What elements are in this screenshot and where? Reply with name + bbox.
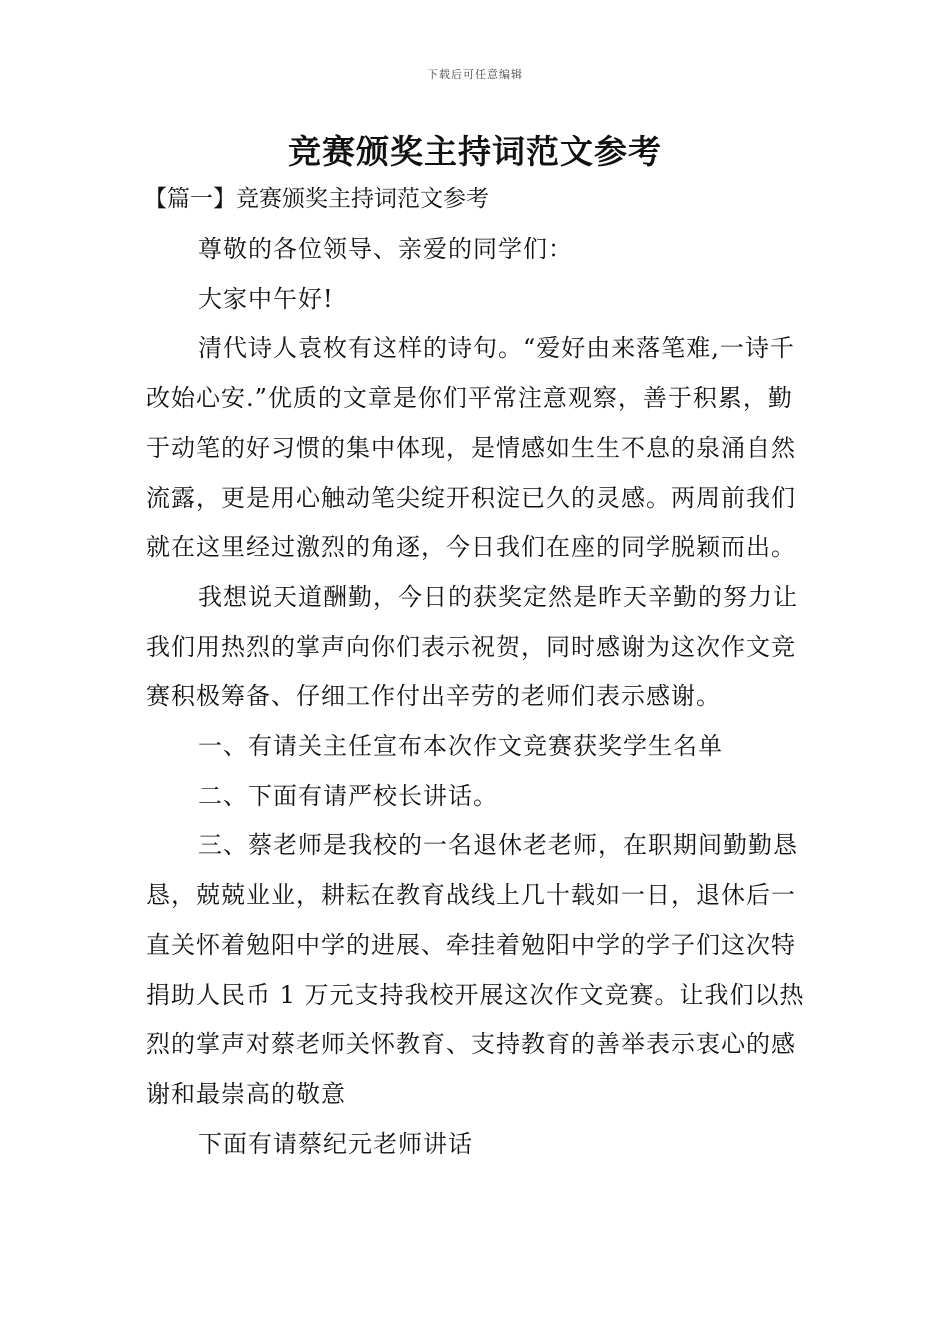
document-title: 竞赛颁奖主持词范文参考 xyxy=(288,132,662,171)
paragraph-poem-intro: 清代诗人袁枚有这样的诗句。“爱好由来落笔难,一诗千改始心安.”优质的文章是你们平常注意观察，善于积累，勤于动笔的好习惯的集中体现，是情感如生生不息的泉涌自然流露，更是用心触动笔尖绽开积淀已久的灵感。两周前我们就在这里经过激烈的角逐，今日我们在座的同学脱颖而出。 xyxy=(146,334,796,562)
paragraph-item-three: 三、蔡老师是我校的一名退休老老师，在职期间勤勤恳恳，兢兢业业，耕耘在教育战线上几十载如一日，退休后一直关怀着勉阳中学的进展、牵挂着勉阳中学的学子们这次特捐助人民币 1 万元支持我校开展这次作文竞赛。让我们以热烈的掌声对蔡老师关怀教育、支持教育的善举表示衷心的感谢和最崇高的敬意 xyxy=(146,831,805,1108)
document-body xyxy=(146,225,812,1169)
paragraph-item-two: 二、下面有请严校长讲话。 xyxy=(198,781,498,810)
paragraph-congratulations: 我想说天道酬勤，今日的获奖定然是昨天辛勤的努力让我们用热烈的掌声向你们表示祝贺，同时感谢为这次作文竞赛积极筹备、仔细工作付出辛劳的老师们表示感谢。 xyxy=(146,582,798,711)
section-heading: 【篇一】竞赛颁奖主持词范文参考 xyxy=(144,186,489,212)
header-note: 下载后可任意编辑 xyxy=(427,68,523,81)
paragraph-item-one: 一、有请关主任宣布本次作文竞赛获奖学生名单 xyxy=(198,732,723,761)
paragraph-salutation: 大家中午好! xyxy=(198,284,334,313)
paragraph-closing: 下面有请蔡纪元老师讲话 xyxy=(198,1129,473,1158)
paragraph-greeting: 尊敬的各位领导、亲爱的同学们： xyxy=(198,235,573,263)
